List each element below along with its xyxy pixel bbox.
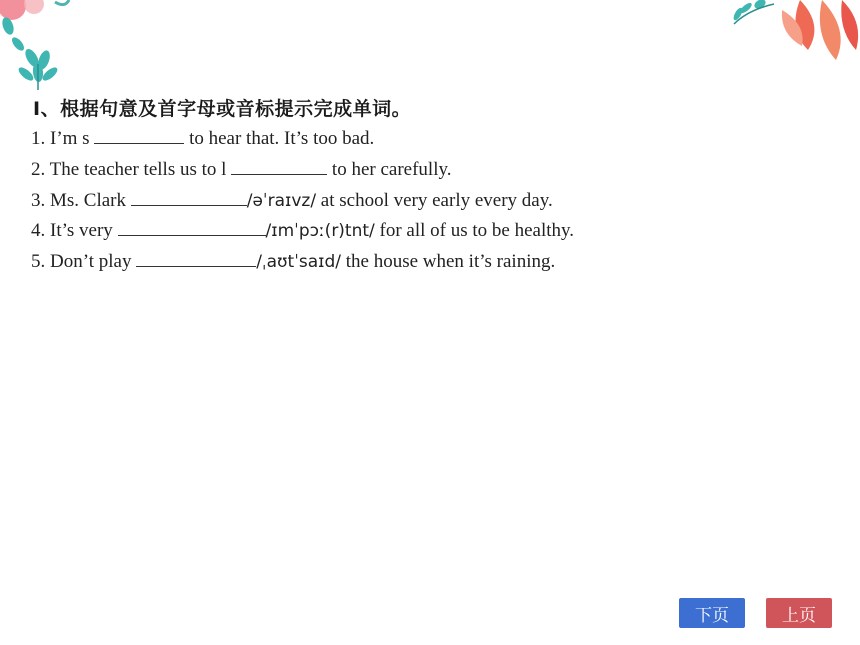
- answer-blank-1[interactable]: [94, 125, 184, 144]
- question-5: [31, 248, 555, 273]
- exercise-title: Ⅰ、根据句意及首字母或音标提示完成单词。: [33, 98, 412, 120]
- question-number: 3.: [31, 190, 46, 211]
- question-text-before: I’m s: [50, 128, 90, 149]
- question-text-before: Don’t play: [50, 251, 132, 272]
- question-text-after: to hear that. It’s too bad.: [189, 128, 375, 149]
- phonetic-hint: /əˈraɪvz/: [246, 191, 317, 211]
- question-text-after: the house when it’s raining.: [345, 251, 556, 272]
- question-1: [31, 125, 374, 150]
- question-number: 4.: [31, 220, 46, 241]
- question-2: [31, 156, 452, 181]
- question-text-before: The teacher tells us to l: [49, 159, 227, 180]
- next-page-button[interactable]: 下页: [679, 598, 745, 628]
- question-text-after: at school very early every day.: [320, 190, 553, 211]
- phonetic-hint: /ɪmˈpɔː(r)tnt/: [265, 221, 375, 241]
- answer-blank-4[interactable]: [118, 217, 266, 236]
- answer-blank-2[interactable]: [231, 156, 327, 175]
- question-number: 5.: [31, 251, 46, 272]
- question-text-after: to her carefully.: [331, 159, 452, 180]
- question-3: [31, 187, 553, 212]
- answer-blank-5[interactable]: [136, 248, 256, 267]
- question-text-before: Ms. Clark: [50, 190, 126, 211]
- question-number: 1.: [31, 128, 46, 149]
- floral-decoration-right-icon: [730, 0, 860, 75]
- question-text-after: for all of us to be healthy.: [379, 220, 575, 241]
- answer-blank-3[interactable]: [131, 187, 247, 206]
- floral-decoration-left-icon: [0, 0, 90, 95]
- question-text-before: It’s very: [50, 220, 113, 241]
- question-4: [31, 217, 574, 242]
- question-number: 2.: [31, 159, 46, 180]
- phonetic-hint: /ˌaʊtˈsaɪd/: [256, 252, 341, 272]
- previous-page-button[interactable]: 上页: [766, 598, 832, 628]
